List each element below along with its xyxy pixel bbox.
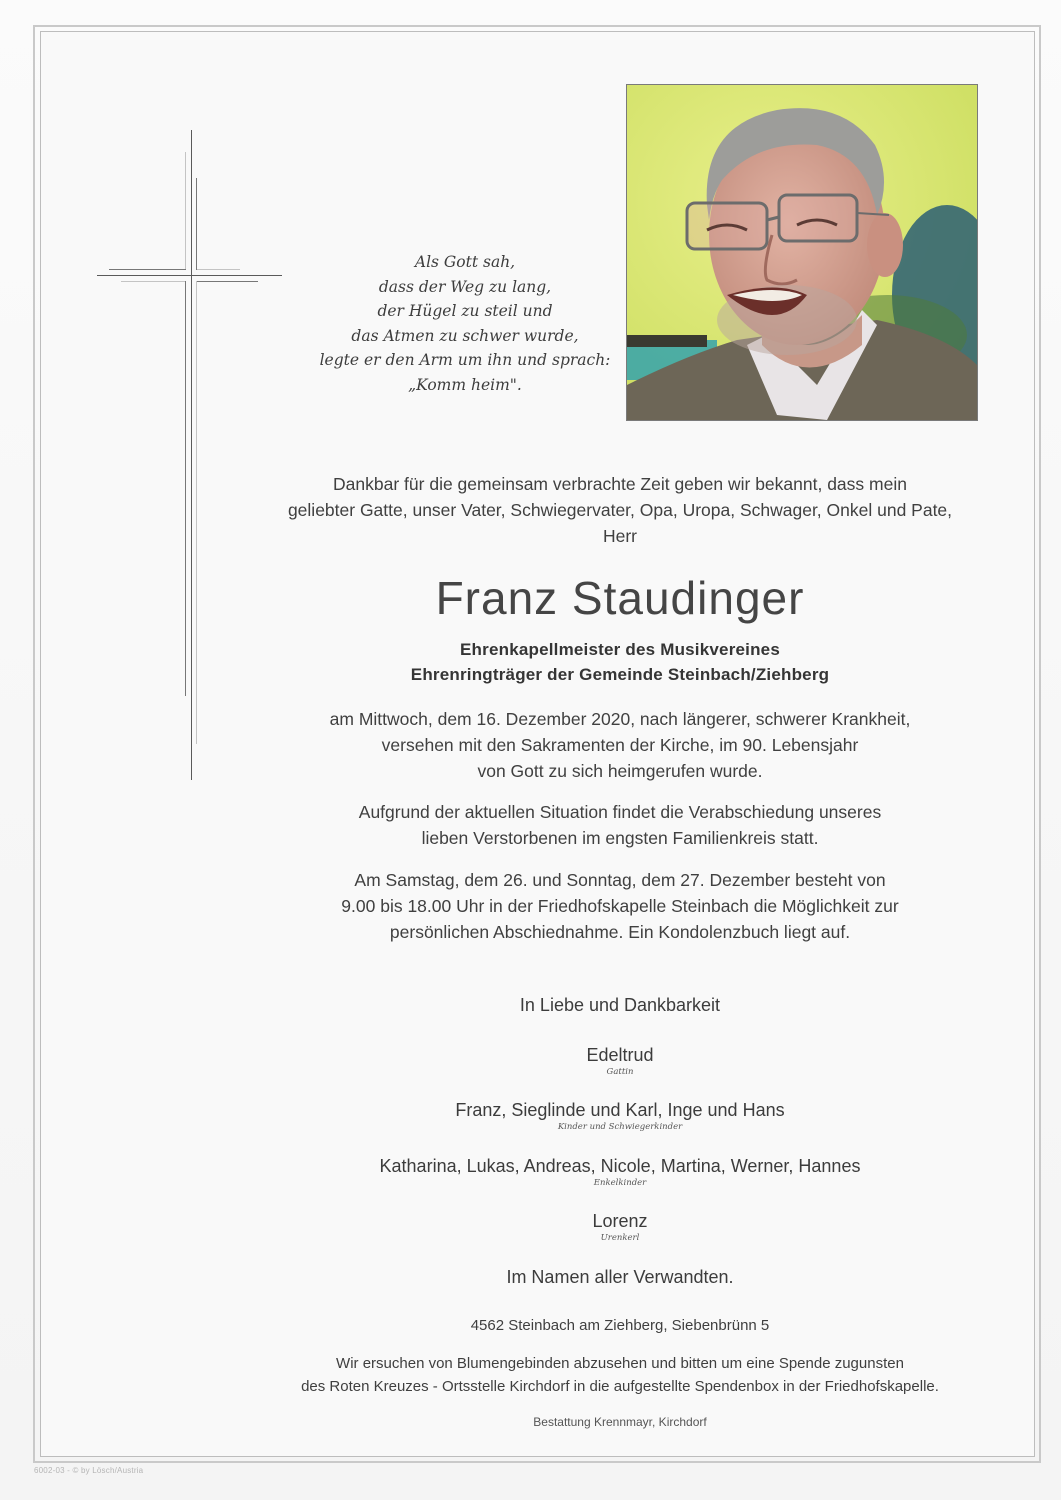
farewell-line: lieben Verstorbenen im engsten Familienkreis statt.	[421, 828, 819, 848]
portrait-photo	[626, 84, 978, 421]
deceased-titles	[240, 637, 1000, 687]
verse-line: das Atmen zu schwer wurde,	[351, 326, 579, 345]
mourner-names: Katharina, Lukas, Andreas, Nicole, Martina, Werner, Hannes	[379, 1156, 861, 1176]
mourner-group	[240, 1098, 1000, 1132]
cross-vertical-left-lower	[185, 281, 186, 696]
verse-line: legte er den Arm um ihn und sprach:	[319, 351, 611, 369]
mourner-role: Kinder und Schwiegerkinder	[557, 1122, 683, 1132]
death-notice-paragraph	[240, 706, 1000, 784]
farewell-paragraph	[240, 799, 1000, 851]
mourner-role: Urenkerl	[600, 1233, 640, 1243]
cross-vertical-left-upper	[185, 152, 186, 270]
cross-horizontal-lower-right	[197, 281, 258, 282]
announcement-line: Herr	[602, 526, 638, 546]
mourner-names: Franz, Sieglinde und Karl, Inge und Hans	[455, 1100, 785, 1120]
mourner-group	[240, 1043, 1000, 1077]
viewing-line: Am Samstag, dem 26. und Sonntag, dem 27. Dezember besteht von	[354, 870, 886, 890]
cross-horizontal-lower-left	[121, 281, 185, 282]
donation-line: Wir ersuchen von Blumengebinden abzusehen und bitten um eine Spende zugunsten	[336, 1355, 904, 1372]
undertaker: Bestattung Krennmayr, Kirchdorf	[533, 1415, 707, 1429]
donation-line: des Roten Kreuzes - Ortsstelle Kirchdorf in die aufgestellte Spendenbox in der Friedhofskapelle.	[301, 1378, 939, 1395]
cross-vertical-right-lower	[196, 281, 197, 744]
copyright-notice: 6002-03 - © by Lösch/Austria	[34, 1466, 144, 1475]
death-notice-line: von Gott zu sich heimgerufen wurde.	[477, 761, 763, 781]
verse-line: „Komm heim".	[408, 375, 522, 394]
cross-vertical-main	[191, 130, 192, 780]
mourner-names: Lorenz	[592, 1211, 648, 1231]
mourners-intro: In Liebe und Dankbarkeit	[519, 995, 721, 1015]
deceased-name: Franz Staudinger	[435, 572, 805, 624]
mourner-group	[240, 1154, 1000, 1188]
verse-line: Als Gott sah,	[414, 253, 516, 271]
verse-line: der Hügel zu steil und	[377, 302, 553, 320]
announcement-paragraph	[240, 471, 1000, 549]
poem-verse	[300, 250, 630, 397]
cross-horizontal-upper-right	[197, 269, 240, 270]
viewing-line: persönlichen Abschiednahme. Ein Kondolenzbuch liegt auf.	[389, 922, 851, 942]
honorary-title: Ehrenringträger der Gemeinde Steinbach/Ziehberg	[410, 665, 830, 684]
cross-horizontal-upper-left	[109, 269, 186, 270]
death-notice-line: am Mittwoch, dem 16. Dezember 2020, nach längerer, schwerer Krankheit,	[329, 709, 911, 729]
announcement-line: geliebter Gatte, unser Vater, Schwiegervater, Opa, Uropa, Schwager, Onkel und Pate,	[287, 500, 953, 520]
mourner-role: Gattin	[606, 1067, 634, 1077]
cross-horizontal-main	[97, 275, 282, 276]
mourner-role: Enkelkinder	[593, 1178, 647, 1188]
portrait-illustration	[627, 85, 977, 420]
farewell-line: Aufgrund der aktuellen Situation findet die Verabschiedung unseres	[358, 802, 882, 822]
verse-line: dass der Weg zu lang,	[378, 277, 552, 296]
mourners-closing: Im Namen aller Verwandten.	[506, 1267, 734, 1287]
mourner-group	[240, 1209, 1000, 1243]
viewing-line: 9.00 bis 18.00 Uhr in der Friedhofskapelle Steinbach die Möglichkeit zur	[341, 896, 899, 916]
death-notice-line: versehen mit den Sakramenten der Kirche, im 90. Lebensjahr	[381, 735, 859, 755]
honorary-title: Ehrenkapellmeister des Musikvereines	[460, 640, 780, 659]
address: 4562 Steinbach am Ziehberg, Siebenbrünn 5	[470, 1317, 770, 1334]
viewing-paragraph	[240, 867, 1000, 945]
cross-vertical-right-upper	[196, 178, 197, 270]
donation-paragraph	[240, 1352, 1000, 1398]
mourner-names: Edeltrud	[586, 1045, 654, 1065]
announcement-line: Dankbar für die gemeinsam verbrachte Zeit geben wir bekannt, dass mein	[333, 474, 907, 494]
